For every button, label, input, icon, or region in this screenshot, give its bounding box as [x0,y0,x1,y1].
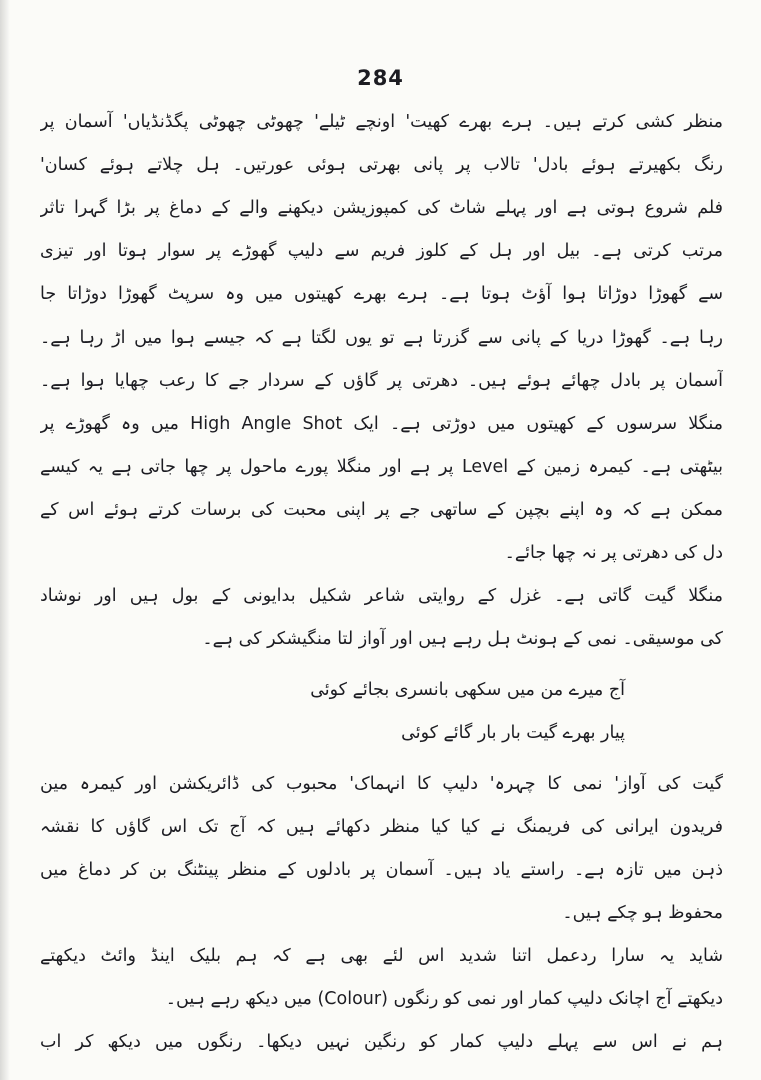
text-line: فریدون ایرانی کی فریمنگ نے کیا کیا منظر دکھائے ہیں کہ آج تک اس گاؤں کا نقشہ [40,817,723,837]
page-edge-shadow [0,0,10,1080]
text-line: منگلا گیت گاتی ہے۔ غزل کے روایتی شاعر شکیل بدایونی کے بول ہیں اور نوشاد [40,586,723,606]
text-line: منگلا سرسوں کے کھیتوں میں دوڑتی ہے۔ ایک High Angle Shot میں وہ گھوڑے پر [40,414,723,434]
text-line: دیکھتے آج اچانک دلیپ کمار اور نمی کو رنگوں (Colour) میں دیکھ رہے ہیں۔ [165,989,723,1009]
verse-line: پیار بھرے گیت بار بار گائے کوئی [401,723,625,743]
text-line: منظر کشی کرتے ہیں۔ ہرے بھرے کھیت' اونچے ٹیلے' چھوٹی چھوٹی پگڈنڈیاں' آسمان پر [40,112,723,132]
text-line: فلم شروع ہوتی ہے اور پہلے شاٹ کی کمپوزیشن دیکھنے والے کے دماغ پر بڑا گہرا تاثر [40,198,723,218]
text-line: ذہن میں تازہ ہے۔ راستے یاد ہیں۔ آسمان پر بادلوں کے منظر پینٹنگ بن کر دماغ میں [40,860,723,880]
text-line: رہا ہے۔ گھوڑا دریا کے پانی سے گزرتا ہے تو یوں لگتا ہے کہ جیسے ہوا میں اڑ رہا ہے۔ [40,328,723,348]
text-line: آسمان پر بادل چھائے ہوئے ہیں۔ دھرتی پر گاؤں کے سردار جے کا رعب چھایا ہوا ہے۔ [40,371,723,391]
text-line: مرتب کرتی ہے۔ بیل اور ہل کے کلوز فریم سے دلیپ گھوڑے پر سوار ہوتا اور تیزی [40,241,723,261]
text-line: رنگ بکھیرتے ہوئے بادل' تالاب پر پانی بھرتی ہوئی عورتیں۔ ہل چلاتے ہوئے کسان' [40,155,723,175]
text-line: سے گھوڑا دوڑاتا ہوا آؤٹ ہوتا ہے۔ ہرے بھرے کھیتوں میں وہ سرپٹ گھوڑا دوڑاتا جا [40,284,723,304]
text-line: کی موسیقی۔ نمی کے ہونٹ ہل رہے ہیں اور آواز لتا منگیشکر کی ہے۔ [202,629,723,649]
verse-line: آج میرے من میں سکھی بانسری بجائے کوئی [310,680,625,700]
text-line: ممکن ہے کہ وہ اپنے بچپن کے ساتھی جے پر اپنی محبت کی برسات کرتے ہوئے اس کے [40,500,723,520]
text-line: محفوظ ہو چکے ہیں۔ [562,903,723,923]
text-line: بیٹھتی ہے۔ کیمرہ زمین کے Level پر ہے اور منگلا پورے ماحول پر چھا جاتی ہے یہ کیسے [40,457,723,477]
text-line: گیت کی آواز' نمی کا چہرہ' دلیپ کا انہماک' محبوب کی ڈائریکشن اور کیمرہ مین [40,774,723,794]
page-number: 284 [357,66,404,90]
text-line: دل کی دھرتی پر نہ چھا جائے۔ [504,543,723,563]
text-line: ہم نے اس سے پہلے دلیپ کمار کو رنگین نہیں دیکھا۔ رنگوں میں دیکھ کر اب [40,1032,723,1052]
text-line: شاید یہ سارا ردعمل اتنا شدید اس لئے بھی ہے کہ ہم بلیک اینڈ وائٹ دیکھتے [40,946,723,966]
